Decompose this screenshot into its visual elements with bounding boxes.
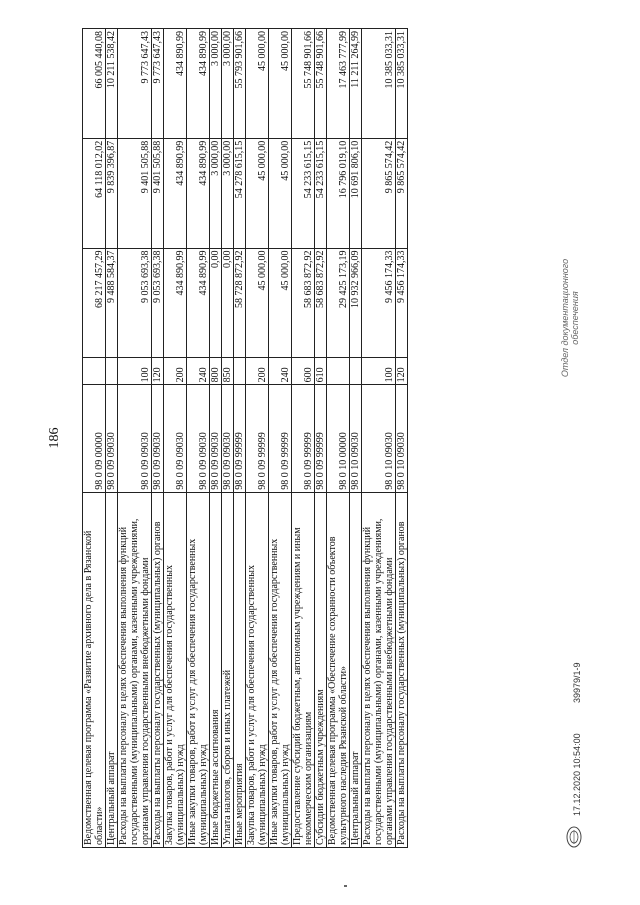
department-stamp: Отдел документационного обеспечения xyxy=(560,258,580,378)
row-name-cell: Субсидии бюджетным учреждениям xyxy=(315,492,327,847)
row-vr-cell: 850 xyxy=(222,358,234,385)
row-value-2021-cell: 45 000,00 xyxy=(269,248,292,358)
row-code-cell: 98 0 10 09030 xyxy=(350,385,362,492)
row-value-2021-cell: 9 053 693,38 xyxy=(118,248,152,358)
row-value-2023-cell: 45 000,00 xyxy=(269,29,292,139)
row-value-2022-cell: 9 865 574,42 xyxy=(362,138,396,248)
row-value-2023-cell: 11 211 264,99 xyxy=(350,29,362,139)
row-name-cell: Расходы на выплаты персоналу в целях обеспечения выполнения функций государственными (муниципальными) органами, казенными учреждениями, органами управления государственными внебюджетными фондами xyxy=(118,492,152,847)
row-name-cell: Центральный аппарат xyxy=(350,492,362,847)
row-value-2023-cell: 45 000,00 xyxy=(246,29,269,139)
row-value-2022-cell: 64 118 012,02 xyxy=(83,138,106,248)
row-value-2023-cell: 66 005 440,08 xyxy=(83,29,106,139)
rotated-content xyxy=(47,28,597,848)
row-code-cell: 98 0 10 09030 xyxy=(396,385,408,492)
row-name-cell: Ведомственная целевая программа «Обеспечение сохранности объектов культурного наследия Рязанской области» xyxy=(327,492,350,847)
row-value-2022-cell: 45 000,00 xyxy=(269,138,292,248)
row-name-cell: Иные мероприятия xyxy=(234,492,246,847)
row-vr-cell xyxy=(83,358,106,385)
row-name-cell: Ведомственная целевая программа «Развитие архивного дела в Рязанской области» xyxy=(83,492,106,847)
row-value-2021-cell: 10 932 966,09 xyxy=(350,248,362,358)
row-vr-cell: 240 xyxy=(187,358,210,385)
row-value-2021-cell: 58 683 872,92 xyxy=(292,248,315,358)
row-code-cell: 98 0 09 99999 xyxy=(292,385,315,492)
row-value-2023-cell: 434 890,99 xyxy=(187,29,210,139)
row-value-2021-cell: 0,00 xyxy=(210,248,222,358)
row-vr-cell xyxy=(106,358,118,385)
row-code-cell: 98 0 09 99999 xyxy=(269,385,292,492)
row-vr-cell: 120 xyxy=(396,358,408,385)
row-name-cell: Центральный аппарат xyxy=(106,492,118,847)
row-value-2021-cell: 29 425 173,19 xyxy=(327,248,350,358)
budget-table-body xyxy=(83,29,408,848)
row-value-2022-cell: 54 233 615,15 xyxy=(292,138,315,248)
row-code-cell: 98 0 09 09030 xyxy=(106,385,118,492)
row-value-2021-cell: 0,00 xyxy=(222,248,234,358)
row-value-2022-cell: 16 796 019,10 xyxy=(327,138,350,248)
row-code-cell: 98 0 09 99999 xyxy=(234,385,246,492)
table-row xyxy=(315,29,327,848)
row-vr-cell: 100 xyxy=(362,358,396,385)
row-value-2021-cell: 9 053 693,38 xyxy=(152,248,164,358)
row-value-2022-cell: 9 401 505,88 xyxy=(118,138,152,248)
row-vr-cell: 200 xyxy=(164,358,187,385)
row-value-2021-cell: 58 728 872,92 xyxy=(234,248,246,358)
row-value-2023-cell: 55 748 901,66 xyxy=(292,29,315,139)
row-name-cell: Иные бюджетные ассигнования xyxy=(210,492,222,847)
table-row xyxy=(269,29,292,848)
row-vr-cell: 610 xyxy=(315,358,327,385)
row-name-cell: Расходы на выплаты персоналу государственных (муниципальных) органов xyxy=(152,492,164,847)
row-value-2022-cell: 434 890,99 xyxy=(187,138,210,248)
row-value-2021-cell: 434 890,99 xyxy=(164,248,187,358)
row-name-cell: Иные закупки товаров, работ и услуг для обеспечения государственных (муниципальных) нужд xyxy=(187,492,210,847)
row-value-2022-cell: 10 691 806,10 xyxy=(350,138,362,248)
row-value-2022-cell: 54 233 615,15 xyxy=(315,138,327,248)
row-code-cell: 98 0 09 09030 xyxy=(187,385,210,492)
row-value-2023-cell: 55 793 901,66 xyxy=(234,29,246,139)
row-code-cell: 98 0 10 09030 xyxy=(362,385,396,492)
row-name-cell: Уплата налогов, сборов и иных платежей xyxy=(222,492,234,847)
row-vr-cell: 100 xyxy=(118,358,152,385)
table-row xyxy=(152,29,164,848)
row-value-2021-cell: 434 890,99 xyxy=(187,248,210,358)
row-value-2023-cell: 9 773 647,43 xyxy=(152,29,164,139)
row-value-2023-cell: 10 385 033,31 xyxy=(362,29,396,139)
table-row xyxy=(222,29,234,848)
row-value-2022-cell: 9 401 505,88 xyxy=(152,138,164,248)
row-code-cell: 98 0 09 99999 xyxy=(315,385,327,492)
budget-table xyxy=(82,28,408,848)
row-name-cell: Расходы на выплаты персоналу в целях обеспечения выполнения функций государственными (муниципальными) органами, казенными учреждениями, органами управления государственными внебюджетными фондами xyxy=(362,492,396,847)
scan-mark xyxy=(344,885,347,887)
row-name-cell: Иные закупки товаров, работ и услуг для обеспечения государственных (муниципальных) нужд xyxy=(269,492,292,847)
table-row xyxy=(327,29,350,848)
page-number: 186 xyxy=(47,427,62,449)
row-value-2021-cell: 58 683 872,92 xyxy=(315,248,327,358)
row-value-2023-cell: 17 463 777,99 xyxy=(327,29,350,139)
row-value-2021-cell: 45 000,00 xyxy=(246,248,269,358)
row-value-2023-cell: 55 748 901,66 xyxy=(315,29,327,139)
table-row xyxy=(246,29,269,848)
row-value-2021-cell: 9 456 174,33 xyxy=(396,248,408,358)
table-row xyxy=(106,29,118,848)
footer-doc-code: 39979/1-9 xyxy=(572,662,582,703)
row-vr-cell xyxy=(234,358,246,385)
row-value-2022-cell: 434 890,99 xyxy=(164,138,187,248)
table-row xyxy=(350,29,362,848)
row-value-2022-cell: 9 865 574,42 xyxy=(396,138,408,248)
row-code-cell: 98 0 09 99999 xyxy=(246,385,269,492)
table-row xyxy=(396,29,408,848)
row-value-2023-cell: 3 000,00 xyxy=(222,29,234,139)
row-name-cell: Расходы на выплаты персоналу государственных (муниципальных) органов xyxy=(396,492,408,847)
row-code-cell: 98 0 09 09030 xyxy=(152,385,164,492)
row-value-2022-cell: 45 000,00 xyxy=(246,138,269,248)
row-value-2023-cell: 10 211 538,42 xyxy=(106,29,118,139)
table-row xyxy=(187,29,210,848)
page-footer xyxy=(562,28,592,848)
table-row xyxy=(164,29,187,848)
row-vr-cell: 800 xyxy=(210,358,222,385)
row-value-2023-cell: 9 773 647,43 xyxy=(118,29,152,139)
row-value-2022-cell: 3 000,00 xyxy=(222,138,234,248)
row-code-cell: 98 0 09 09030 xyxy=(118,385,152,492)
row-code-cell: 98 0 09 09030 xyxy=(222,385,234,492)
row-value-2021-cell: 9 488 584,37 xyxy=(106,248,118,358)
row-vr-cell: 240 xyxy=(269,358,292,385)
row-vr-cell: 200 xyxy=(246,358,269,385)
table-row xyxy=(83,29,106,848)
row-value-2023-cell: 434 890,99 xyxy=(164,29,187,139)
row-value-2022-cell: 54 278 615,15 xyxy=(234,138,246,248)
table-row xyxy=(210,29,222,848)
row-vr-cell xyxy=(327,358,350,385)
row-value-2021-cell: 68 217 457,29 xyxy=(83,248,106,358)
row-vr-cell: 120 xyxy=(152,358,164,385)
table-row xyxy=(234,29,246,848)
row-value-2021-cell: 9 456 174,33 xyxy=(362,248,396,358)
row-vr-cell: 600 xyxy=(292,358,315,385)
row-name-cell: Закупка товаров, работ и услуг для обеспечения государственных (муниципальных) нужд xyxy=(164,492,187,847)
row-name-cell: Предоставление субсидий бюджетным, автономным учреждениям и иным некоммерческим организациям xyxy=(292,492,315,847)
row-value-2022-cell: 9 839 396,87 xyxy=(106,138,118,248)
row-code-cell: 98 0 09 09030 xyxy=(210,385,222,492)
table-row xyxy=(362,29,396,848)
row-vr-cell xyxy=(350,358,362,385)
row-code-cell: 98 0 09 09030 xyxy=(164,385,187,492)
table-row xyxy=(292,29,315,848)
row-value-2023-cell: 3 000,00 xyxy=(210,29,222,139)
row-name-cell: Закупка товаров, работ и услуг для обеспечения государственных (муниципальных) нужд xyxy=(246,492,269,847)
row-value-2023-cell: 10 385 033,31 xyxy=(396,29,408,139)
row-code-cell: 98 0 10 00000 xyxy=(327,385,350,492)
row-code-cell: 98 0 09 00000 xyxy=(83,385,106,492)
seal-icon xyxy=(566,826,582,848)
footer-date: 17.12.2020 10:54:00 xyxy=(572,733,582,816)
table-row xyxy=(118,29,152,848)
row-value-2022-cell: 3 000,00 xyxy=(210,138,222,248)
